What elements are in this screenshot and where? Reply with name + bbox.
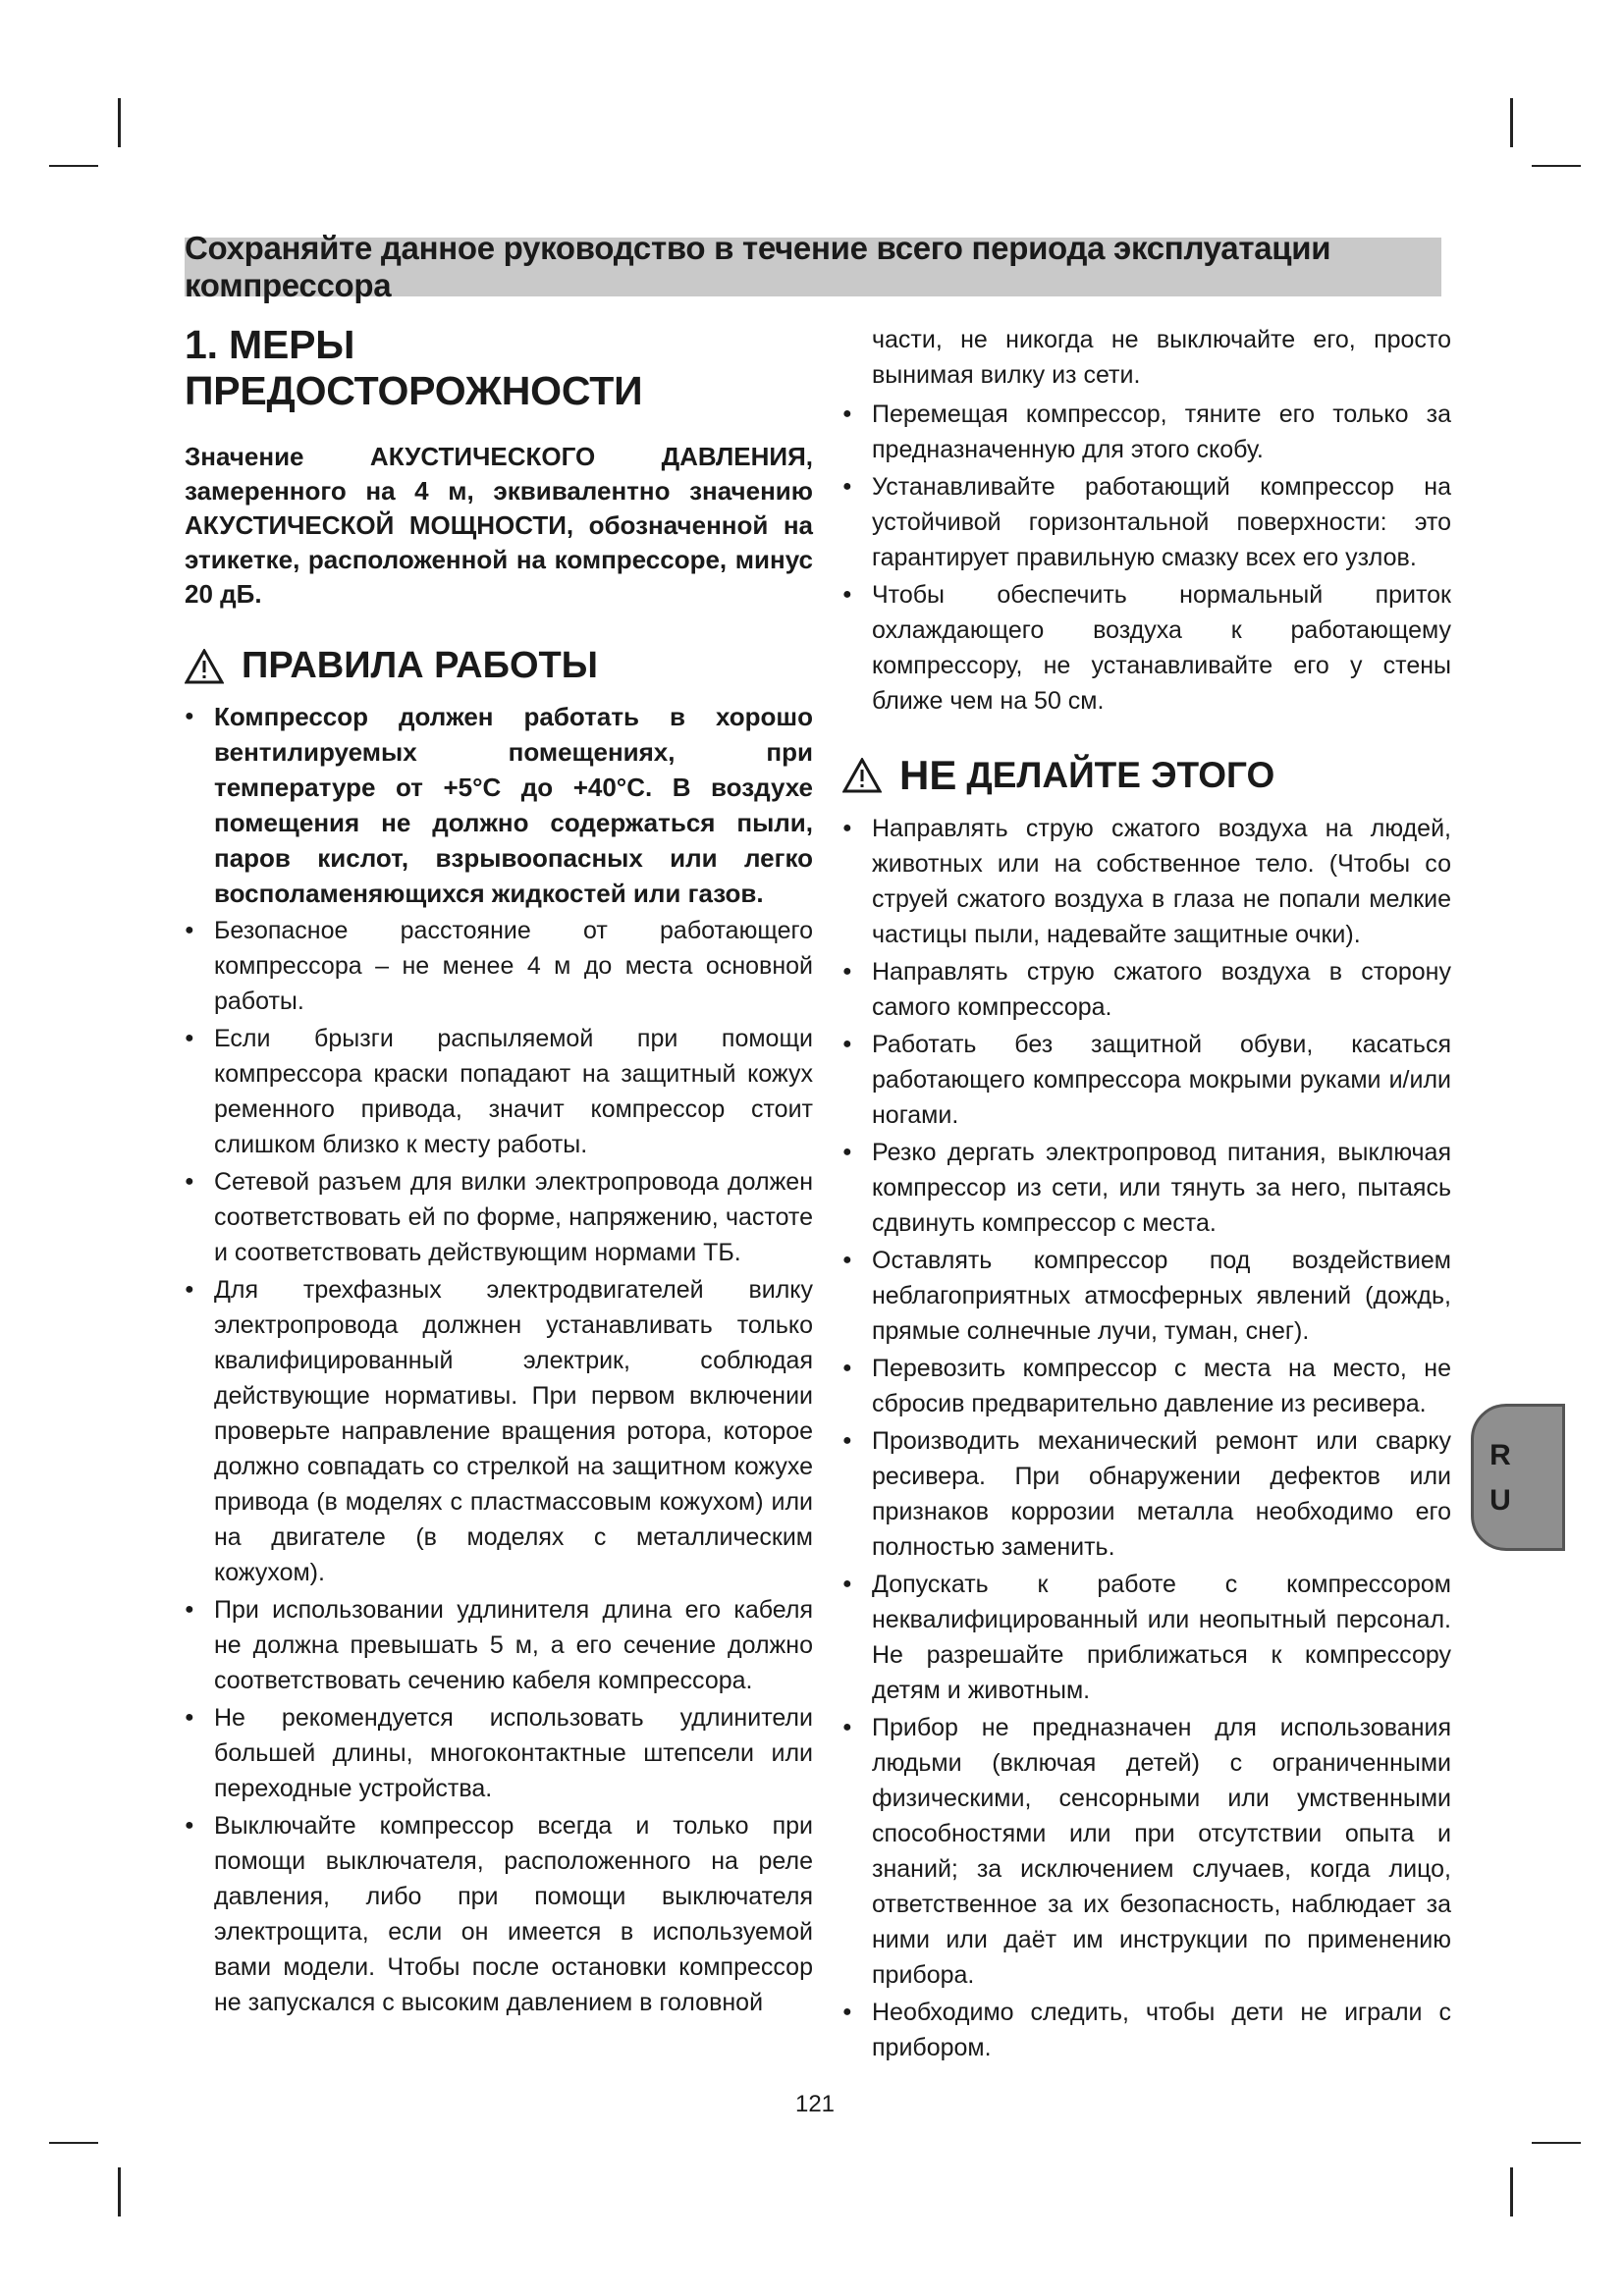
- list-item: ● Прибор не предназначен для использования людьми (включая детей) с ограниченными физическими, сенсорными или умственными способностями или при отсутствии опыта и знаний; за исключением случаев, когда лицо, ответственное за их безопасность, наблюдает за ними или даёт им инструкции по применению прибора.: [842, 1710, 1451, 1993]
- crop-mark: [118, 2167, 121, 2216]
- language-tab-letter: U: [1489, 1484, 1511, 1517]
- list-item: ● Чтобы обеспечить нормальный приток охлаждающего воздуха к работающему компрессору, не устанавливайте его у стены ближе чем на 50 см.: [842, 577, 1451, 719]
- crop-mark: [49, 2142, 98, 2144]
- crop-mark: [1532, 2142, 1581, 2144]
- list-item: ● Перемещая компрессор, тяните его только за предназначенную для этого скобу.: [842, 397, 1451, 467]
- header-banner: Сохраняйте данное руководство в течение всего периода эксплуатации компрессора: [185, 238, 1441, 296]
- page-number: 121: [794, 2091, 836, 2117]
- donts-title-rest: ДЕЛАЙТЕ ЭТОГО: [966, 755, 1275, 795]
- rules-list: [185, 699, 813, 2020]
- rules-title: ПРАВИЛА РАБОТЫ: [242, 645, 598, 686]
- list-item: ● Сетевой разъем для вилки электропровода должен соответствовать ей по форме, напряжению, частоте и соответствовать действующим нормами ТБ.: [185, 1164, 813, 1270]
- crop-mark: [1510, 98, 1513, 147]
- list-item: ● Компрессор должен работать в хорошо вентилируемых помещениях, при температуре от +5°С до +40°С. В воздухе помещения не должно содержаться пыли, паров кислот, взрывоопасных или легко восполаменяющихся жидкостей или газов.: [185, 699, 813, 911]
- list-item: ● Оставлять компрессор под воздействием неблагоприятных атмосферных явлений (дождь, прямые солнечные лучи, туман, снег).: [842, 1243, 1451, 1349]
- list-item: ● Безопасное расстояние от работающего компрессора – не менее 4 м до места основной работы.: [185, 913, 813, 1019]
- crop-mark: [1532, 165, 1581, 167]
- crop-mark: [118, 98, 121, 147]
- list-item: ● Перевозить компрессор с места на место, не сбросив предварительно давление из ресивера.: [842, 1351, 1451, 1421]
- acoustic-intro: Значение АКУСТИЧЕСКОГО ДАВЛЕНИЯ, замеренного на 4 м, эквивалентно значению АКУСТИЧЕСКОЙ МОЩНОСТИ, обозначенной на этикетке, расположенной на компрессоре, минус 20 дБ.: [185, 442, 813, 609]
- donts-title-highlight: НЕ: [899, 752, 957, 798]
- crop-mark: [49, 165, 98, 167]
- list-item: ● Не рекомендуется использовать удлинители большей длины, многоконтактные штепсели или переходные устройства.: [185, 1700, 813, 1806]
- list-item: ● При использовании удлинителя длина его кабеля не должна превышать 5 м, а его сечение должно соответствовать сечению кабеля компрессора.: [185, 1592, 813, 1698]
- list-item: ● Для трехфазных электродвигателей вилку электропровода должнен устанавливать только квалифицированный электрик, соблюдая действующие нормативы. При первом включении проверьте направление вращения ротора, которое должно совпадать со стрелкой на защитном кожухе привода (в моделях с пластмассовым кожухом) или на двигателе (в моделях с металлическим кожухом).: [185, 1272, 813, 1590]
- language-tab: [1471, 1404, 1565, 1551]
- rules-list-continued: [842, 397, 1451, 719]
- right-column: [842, 322, 1451, 2067]
- list-item: ● Допускать к работе с компрессором неквалифицированный или неопытный персонал. Не разрешайте приближаться к компрессору детям и животным.: [842, 1567, 1451, 1708]
- list-item: ● Работать без защитной обуви, касаться работающего компрессора мокрыми руками и/или ногами.: [842, 1027, 1451, 1133]
- list-item: ● Направлять струю сжатого воздуха в сторону самого компрессора.: [842, 954, 1451, 1025]
- list-item: ● Производить механический ремонт или сварку ресивера. При обнаружении дефектов или признаков коррозии металла необходимо его полностью заменить.: [842, 1423, 1451, 1565]
- warning-icon: [842, 758, 882, 793]
- list-item: ● Резко дергать электропровод питания, выключая компрессор из сети, или тянуть за него, пытаясь сдвинуть компрессор с места.: [842, 1135, 1451, 1241]
- language-tab-letter: R: [1489, 1439, 1511, 1471]
- donts-list: [842, 811, 1451, 2065]
- list-item: ● Устанавливайте работающий компрессор на устойчивой горизонтальной поверхности: это гарантирует правильную смазку всех его узлов.: [842, 469, 1451, 575]
- list-item: ● Если брызги распыляемой при помощи компрессора краски попадают на защитный кожух ременного привода, значит компрессор стоит слишком близко к месту работы.: [185, 1021, 813, 1162]
- list-item: ● Выключайте компрессор всегда и только при помощи выключателя, расположенного на реле давления, либо при помощи выключателя электрощита, если он имеется в используемой вами модели. Чтобы после остановки компрессор не запускался с высоким давлением в головной: [185, 1808, 813, 2020]
- crop-mark: [1510, 2167, 1513, 2216]
- list-item: ● Направлять струю сжатого воздуха на людей, животных или на собственное тело. (Чтобы со струей сжатого воздуха в глаза не попали мелкие частицы пыли, надевайте защитные очки).: [842, 811, 1451, 952]
- list-item: ● Необходимо следить, чтобы дети не играли с прибором.: [842, 1995, 1451, 2065]
- section-title: 1. МЕРЫ ПРЕДОСТОРОЖНОСТИ: [185, 322, 643, 413]
- left-column: [185, 322, 813, 2022]
- donts-heading: [842, 752, 1451, 799]
- continued-paragraph: части, не никогда не выключайте его, просто вынимая вилку из сети.: [872, 326, 1451, 389]
- warning-icon: [185, 649, 224, 684]
- rules-heading: [185, 645, 813, 687]
